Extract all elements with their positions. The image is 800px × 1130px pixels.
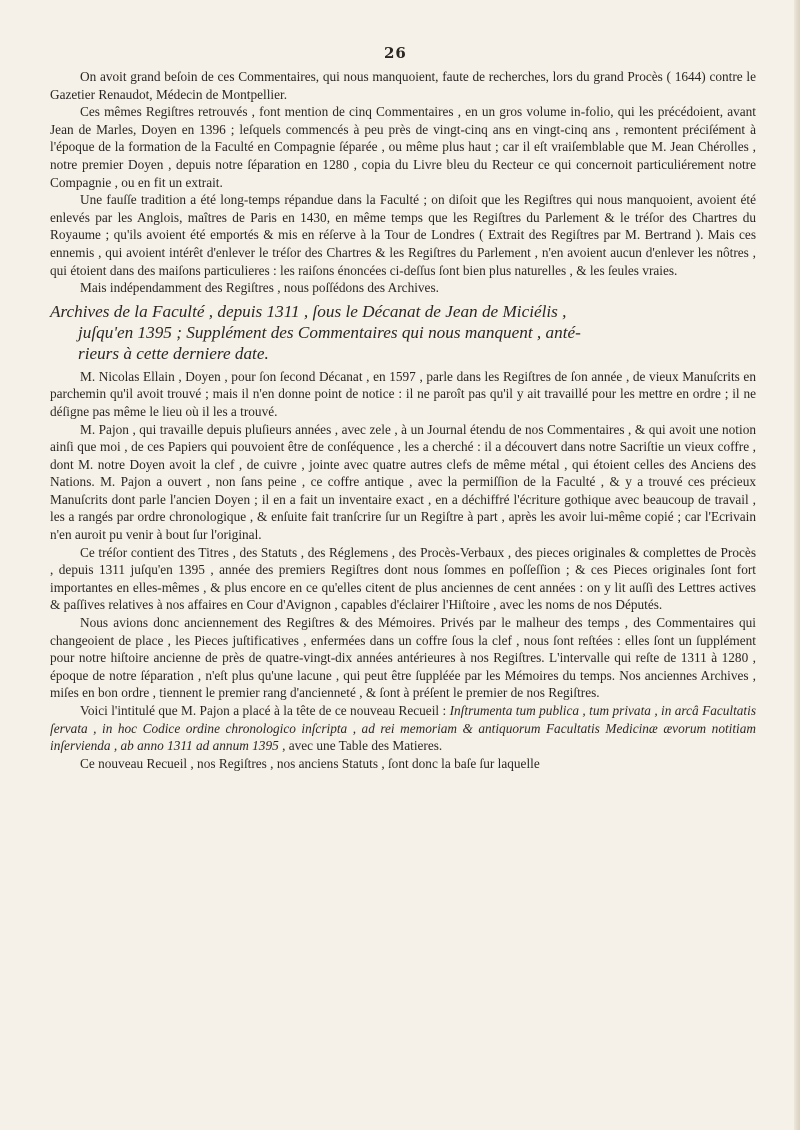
latin-title: Inſtrumenta tum publica , tum privata , in arcâ Facultatis ſervata , in hoc Codice ordine chronologico inſcripta , ad rei memoriam & antiquorum Facultatis Medicinæ ævorum notitiam inſervienda , ab anno 1311 ad annum 1395 bbox=[50, 703, 756, 754]
paragraph-5: M. Nicolas Ellain , Doyen , pour ſon ſecond Décanat , en 1597 , parle dans les Regiſtres de ſon année , de vieux Manuſcrits en parchemin qu'il avoit trouvé ; mais il n'en donne point de notice : il ne paroît pas qu'il y ait travaillé pour les mettre en ordre ; il ne déſigne pas même le lieu où il les a trouvé. bbox=[50, 368, 756, 419]
page-edge bbox=[794, 0, 800, 1130]
paragraph-9 bbox=[50, 702, 756, 755]
paragraph-7: Ce tréſor contient des Titres , des Statuts , des Réglemens , des Procès-Verbaux , des pieces originales & complettes de Procès , depuis 1311 juſqu'en 1395 , année des premiers Regiſtres dont nous ſommes en poſſeſſion ; & ces Pieces originales ſont fort importantes en elles-mêmes , & plus encore en ce qu'elles citent de plus anciennes de cent années : on y lit auſſi des Lettres actives & paſſives relatives à nos affaires en Cour d'Avignon , capables d'éclairer l'Hiſtoire , avec les noms de nos Députés. bbox=[50, 544, 756, 613]
section-heading bbox=[50, 301, 756, 364]
paragraph-8: Nous avions donc anciennement des Regiſtres & des Mémoires. Privés par le malheur des temps , des Commentaires qui changeoient de place , les Pieces juſtificatives , enfermées dans un coffre ſous la clef , nous ſont reſtées : elles ſont un ſupplément pour notre hiſtoire ancienne de près de quatre-vingt-dix années antérieures à nos Regiſtres. L'intervalle qui reſte de 1311 à 1280 , époque de notre ſéparation , n'eſt plus qu'une lacune , qui peut être ſuppléée par les Mémoires du temps. Nos anciennes Archives , miſes en bon ordre , tiennent le premier rang d'ancienneté , & ſont à préſent le premier de nos Regiſtres. bbox=[50, 615, 756, 701]
page-number: 26 bbox=[384, 44, 407, 62]
paragraph-9-start: Voici l'intitulé que M. Pajon a placé à la tête de ce nouveau Recueil : bbox=[80, 703, 450, 718]
heading-line-2: juſqu'en 1395 ; Supplément des Commentaires qui nous manquent , anté- bbox=[78, 322, 581, 342]
paragraph-10: Ce nouveau Recueil , nos Regiſtres , nos anciens Statuts , ſont donc la baſe ſur laquelle bbox=[80, 755, 540, 771]
heading-line-3: rieurs à cette derniere date. bbox=[78, 343, 269, 363]
heading-line-1: Archives de la Faculté , depuis 1311 , ſous le Décanat de Jean de Miciélis , bbox=[50, 301, 567, 321]
body-text bbox=[50, 68, 756, 772]
paragraph-4: Mais indépendamment des Regiſtres , nous poſſédons des Archives. bbox=[80, 280, 439, 296]
paragraph-2: Ces mêmes Regiſtres retrouvés , font mention de cinq Commentaires , en un gros volume in-folio, qui les précédoient, avant Jean de Marles, Doyen en 1396 ; leſquels commencés à peu près de vingt-cinq ans en vingt-cinq ans , remontent préciſément à l'époque de la formation de la Faculté en Compagnie ſéparée , ou même plus haut ; car il eſt vraiſemblable que M. Jean Chérolles , notre premier Doyen , depuis notre ſéparation en 1280 , copia du Livre bleu du Recteur ce qui concernoit particuliérement notre Compagnie , ou en fit un extrait. bbox=[50, 104, 756, 190]
paragraph-9-end: , avec une Table des Matieres. bbox=[278, 738, 443, 754]
paragraph-6: M. Pajon , qui travaille depuis pluſieurs années , avec zele , à un Journal étendu de nos Commentaires , & qui avoit une notion ainſi que moi , de ces Papiers qui pouvoient être de conſéquence , les a cherché : il a découvert dans notre Sacriſtie un vieux coffre , dont M. notre Doyen avoit la clef , de cuivre , jointe avec quatre autres clefs de même métal , qui étoient celles des Anciens des Nations. M. Pajon a ouvert , non ſans peine , ce coffre antique , avec la permiſſion de la Faculté , & y a trouvé ces précieux Manuſcrits dont parle l'ancien Doyen ; il en a fait un inventaire exact , en a déchiffré l'écriture gothique avec beaucoup de travail , les a rangés par ordre chronologique , & enſuite fait tranſcrire ſur un Regiſtre à part , après les avoir lui-même copié ; car l'Ecrivain n'en auroit pu venir à bout ſur l'original. bbox=[50, 421, 756, 543]
paragraph-3: Une fauſſe tradition a été long-temps répandue dans la Faculté ; on diſoit que les Regiſtres qui nous manquoient, avoient été enlevés par les Anglois, maîtres de Paris en 1430, en même temps que les Regiſtres du Parlement & le tréſor des Chartres du Royaume ; qu'ils avoient été emportés & mis en réſerve à la Tour de Londres ( Extrait des Regiſtres par M. Bertrand ). Mais ces ennemis , qui avoient intérêt d'enlever le tréſor des Chartres & les Regiſtres du Parlement , n'en avoient aucun d'enlever les nôtres , qui étoient dans des maiſons particulieres : les raiſons énoncées ci-deſſus ſont bien plus naturelles , & les ſeules vraies. bbox=[50, 192, 756, 278]
paragraph-1: On avoit grand beſoin de ces Commentaires, qui nous manquoient, faute de recherches, lors du grand Procès ( 1644) contre le Gazetier Renaudot, Médecin de Montpellier. bbox=[50, 69, 756, 102]
